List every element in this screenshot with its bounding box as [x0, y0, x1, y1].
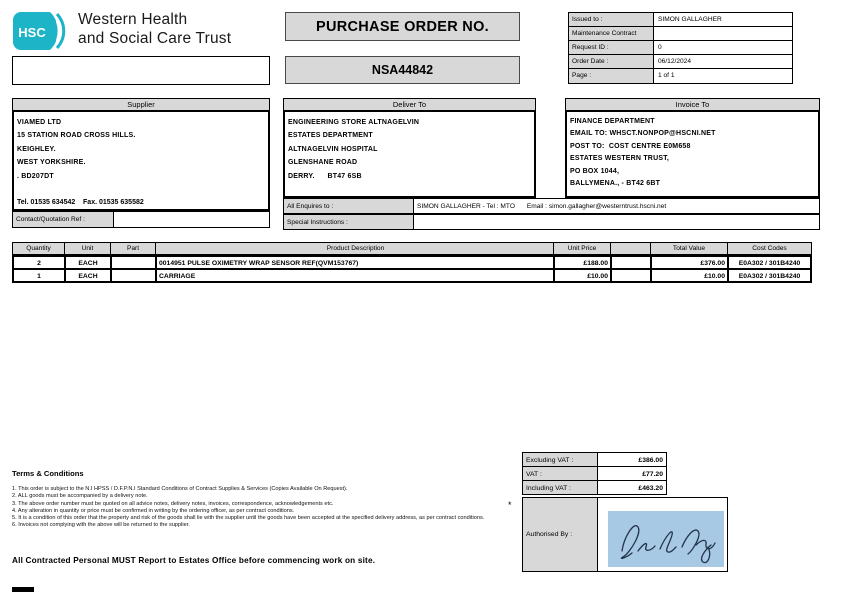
item-description: 0014951 PULSE OXIMETRY WRAP SENSOR REF(QVM153767) — [155, 255, 553, 270]
supplier-address-line: KEIGHLEY. — [17, 145, 56, 153]
invoice-line: POST TO: COST CENTRE E0M658 — [570, 142, 691, 150]
col-header-unit: Unit — [64, 242, 110, 255]
col-header-cost-codes: Cost Codes — [727, 242, 812, 255]
enquiries-label: All Enquires to : — [284, 199, 414, 213]
deliver-line: ENGINEERING STORE ALTNAGELVIN — [288, 118, 420, 126]
totals-value: £77.20 — [597, 466, 667, 481]
item-unit: EACH — [64, 255, 110, 270]
hsc-logo-text: HSC — [18, 25, 46, 40]
contractor-notice: All Contracted Personal MUST Report to Estates Office before commencing work on site. — [12, 556, 376, 565]
meta-row-page — [569, 69, 792, 83]
totals-row-including-vat — [522, 480, 667, 495]
hsc-logo-icon — [12, 8, 74, 54]
meta-row-maintenance-contract — [569, 27, 792, 41]
invoice-line: BALLYMENA., - BT42 6BT — [570, 180, 661, 187]
enquiries-email: Email : simon.gallagher@westerntrust.hscni.net — [526, 203, 667, 210]
totals-label: Excluding VAT : — [522, 452, 598, 467]
totals-row-excluding-vat — [522, 452, 667, 467]
item-unit: EACH — [64, 268, 110, 283]
invoice-line: EMAIL TO: WHSCT.NONPOP@HSCNI.NET — [570, 130, 716, 137]
item-total-value: £10.00 — [650, 268, 727, 283]
meta-value: SIMON GALLAGHER — [654, 13, 792, 26]
meta-label: Issued to : — [569, 13, 654, 26]
terms-line: 4. Any alteration in quantity or price must be confirmed in writing by the ordering officer, as per contract conditions. — [12, 507, 295, 514]
item-part — [110, 268, 155, 283]
totals-row-vat — [522, 466, 667, 481]
totals-value: £386.00 — [597, 452, 667, 467]
terms-line: 2. ALL goods must be accompanied by a delivery note. — [12, 493, 148, 500]
invoice-line: FINANCE DEPARTMENT — [570, 117, 655, 125]
line-item-row — [12, 268, 812, 283]
deliver-line: GLENSHANE ROAD — [288, 159, 358, 166]
special-instructions-label: Special Instructions : — [284, 215, 414, 229]
terms-list — [12, 486, 484, 530]
trust-name-line2: and Social Care Trust — [78, 29, 232, 47]
item-cost-codes: E0A302 / 301B4240 — [727, 255, 812, 270]
supplier-address — [12, 110, 270, 211]
invoice-to-header: Invoice To — [565, 98, 820, 111]
item-quantity: 2 — [12, 255, 64, 270]
enquiries-contact: SIMON GALLAGHER - Tel : MTO — [417, 203, 515, 210]
order-meta-table — [568, 12, 793, 84]
meta-value — [654, 27, 792, 40]
signature-icon — [608, 511, 724, 567]
deliver-line: ALTNAGELVIN HOSPITAL — [288, 145, 378, 153]
authorised-signature-cell — [598, 498, 727, 571]
item-unit-price: £188.00 — [553, 255, 610, 270]
meta-row-issued-to — [569, 13, 792, 27]
terms-line: 3. The above order number must be quoted on all advice notes, delivery notes, invoices, correspondence, acknowledgements etc. — [12, 500, 334, 507]
invoice-line: ESTATES WESTERN TRUST, — [570, 155, 670, 162]
contact-ref-value — [114, 212, 269, 227]
supplier-address-line: WEST YORKSHIRE. — [17, 159, 86, 166]
terms-line: 1. This order is subject to the N.I HPSS / D.F.P.N.I Standard Conditions of Contract Supplies & Services (Copies Available On Request). — [12, 486, 348, 492]
bottom-mark — [12, 587, 34, 592]
authorised-by-label: Authorised By : — [523, 498, 598, 571]
meta-label: Request ID : — [569, 41, 654, 54]
invoice-to-address — [565, 110, 820, 198]
col-header-blank — [610, 242, 650, 255]
supplier-name: VIAMED LTD — [17, 118, 62, 126]
col-header-part: Part — [110, 242, 155, 255]
deliver-to-address — [283, 110, 536, 198]
reference-box — [12, 56, 270, 85]
enquiries-value — [414, 199, 819, 213]
meta-label: Maintenance Contract — [569, 27, 654, 40]
special-instructions-value — [414, 215, 819, 229]
contact-quotation-ref-row — [12, 211, 270, 228]
col-header-quantity: Quantity — [12, 242, 64, 255]
trust-name-line1: Western Health — [78, 11, 188, 28]
terms-title: Terms & Conditions — [12, 469, 84, 478]
item-total-value: £376.00 — [650, 255, 727, 270]
terms-line: 6. Invoices not complying with the above will be returned to the supplier. — [12, 522, 190, 529]
item-quantity: 1 — [12, 268, 64, 283]
totals-table — [522, 452, 667, 495]
meta-label: Page : — [569, 69, 654, 83]
trust-name — [78, 11, 231, 48]
meta-row-request-id — [569, 41, 792, 55]
supplier-tel-fax: Tel. 01535 634542 Fax. 01535 635582 — [17, 199, 144, 206]
meta-value: 06/12/2024 — [654, 55, 792, 68]
special-instructions-row — [283, 214, 820, 230]
item-description: CARRIAGE — [155, 268, 553, 283]
item-unit-price: £10.00 — [553, 268, 610, 283]
po-title: PURCHASE ORDER NO. — [285, 12, 520, 41]
deliver-to-header: Deliver To — [283, 98, 536, 111]
po-number: NSA44842 — [285, 56, 520, 84]
contact-ref-label: Contact/Quotation Ref : — [13, 212, 114, 227]
col-header-description: Product Description — [155, 242, 553, 255]
enquiries-row — [283, 198, 820, 214]
meta-value: 0 — [654, 41, 792, 54]
supplier-postcode: . BD207DT — [17, 172, 54, 180]
authorised-by-row — [522, 497, 728, 572]
totals-value: £463.20 — [597, 480, 667, 495]
signature-image — [608, 511, 724, 567]
deliver-line: ESTATES DEPARTMENT — [288, 132, 373, 139]
invoice-line: PO BOX 1044, — [570, 167, 620, 175]
line-items-table — [12, 242, 812, 283]
deliver-line: DERRY. BT47 6SB — [288, 172, 362, 180]
totals-label: VAT : — [522, 466, 598, 481]
totals-label: Including VAT : — [522, 480, 598, 495]
col-header-total-value: Total Value — [650, 242, 727, 255]
col-header-unit-price: Unit Price — [553, 242, 610, 255]
item-blank — [610, 268, 650, 283]
hsc-logo — [12, 8, 74, 59]
item-cost-codes: E0A302 / 301B4240 — [727, 268, 812, 283]
meta-row-order-date — [569, 55, 792, 69]
terms-line: 5. It is a condition of this order that the property and risk of the goods shall lie with the supplier until the goods have been accepted at the specified delivery address, as per contract conditions. — [12, 515, 485, 522]
asterisk-mark: * — [508, 500, 512, 510]
supplier-header: Supplier — [12, 98, 270, 111]
meta-value: 1 of 1 — [654, 69, 792, 83]
supplier-address-line: 15 STATION ROAD CROSS HILLS. — [17, 132, 136, 139]
meta-label: Order Date : — [569, 55, 654, 68]
line-items-header — [12, 242, 812, 255]
